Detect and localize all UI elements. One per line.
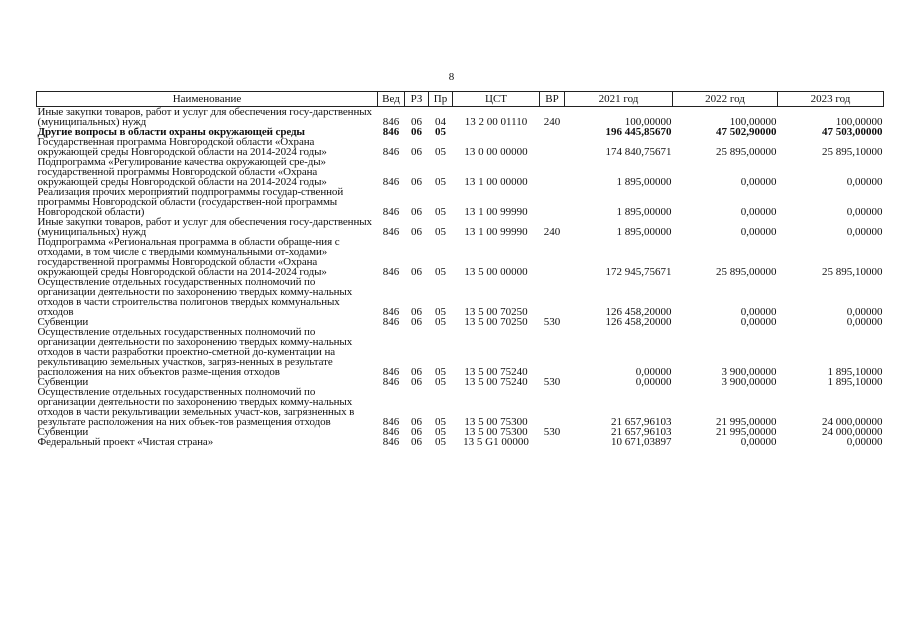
row-name-cell: Иные закупки товаров, работ и услуг для обеспечения госу-дарственных (муниципальных) нужд (37, 106, 372, 128)
vr-cell (540, 437, 565, 447)
row-name-cell: Подпрограмма «Региональная программа в области обраще-ния с отходами, в том числе с твердыми коммунальными от-ходами» государственной программы Новгородской области «Охрана окружающей среды Новгородской области на 2014-2024 годы» (37, 236, 340, 278)
amount-2023-cell: 1 895,10000 (827, 366, 883, 378)
table-row (37, 237, 884, 277)
ved-cell: 846 (382, 176, 400, 188)
amount-2023-cell: 0,00000 (846, 206, 883, 218)
table-body (37, 107, 884, 448)
amount-2021-cell: 1 895,00000 (616, 176, 672, 188)
rz-cell: 06 (411, 316, 422, 328)
amount-2021-cell: 0,00000 (635, 376, 672, 388)
ved-cell: 846 (382, 426, 400, 438)
rz-cell: 06 (411, 206, 422, 218)
cst-cell: 13 5 00 75300 (464, 416, 528, 428)
cst-cell: 13 1 00 00000 (464, 176, 528, 188)
table-row (37, 387, 884, 427)
amount-2022-cell: 0,00000 (740, 176, 777, 188)
rz-cell: 06 (411, 426, 422, 438)
pr-cell: 05 (435, 376, 446, 388)
cst-cell: 13 5 G1 00000 (463, 436, 529, 448)
amount-2023-cell: 1 895,10000 (827, 376, 883, 388)
amount-2021-cell: 196 445,85670 (605, 126, 672, 138)
cst-cell: 13 5 00 70250 (464, 306, 528, 318)
vr-cell (540, 277, 565, 317)
row-name-cell: Осуществление отдельных государственных полномочий по организации деятельности по захоронению твердых комму-нальных отходов в части рекультивации земельных участ-ков, загрязненных в результате расположения на них объек-тов размещения отходов (37, 386, 355, 428)
amount-2023-cell: 24 000,00000 (822, 416, 883, 428)
cst-cell: 13 5 00 75240 (464, 376, 528, 388)
rz-cell: 06 (411, 116, 422, 128)
amount-2023-cell: 47 503,00000 (822, 126, 883, 138)
amount-2022-cell: 47 502,90000 (716, 126, 777, 138)
table-header-row (37, 92, 884, 107)
amount-2021-cell: 126 458,20000 (605, 306, 672, 318)
amount-2023-cell: 24 000,00000 (822, 426, 883, 438)
amount-2022-cell: 0,00000 (740, 226, 777, 238)
amount-2022-cell: 25 895,00000 (716, 146, 777, 158)
pr-cell: 05 (435, 306, 446, 318)
amount-2023-cell: 0,00000 (846, 226, 883, 238)
header-pr: Пр (429, 92, 453, 107)
amount-2022-cell: 3 900,00000 (721, 366, 777, 378)
vr-cell (540, 387, 565, 427)
vr-cell: 240 (543, 226, 561, 238)
amount-2021-cell: 1 895,00000 (616, 226, 672, 238)
pr-cell: 05 (435, 226, 446, 238)
pr-cell: 05 (435, 426, 446, 438)
cst-cell: 13 5 00 75300 (464, 426, 528, 438)
ved-cell: 846 (382, 116, 400, 128)
row-name-cell: Федеральный проект «Чистая страна» (37, 436, 214, 448)
row-name-cell: Субвенции (37, 376, 89, 388)
cst-cell: 13 1 00 99990 (464, 206, 528, 218)
pr-cell: 05 (435, 126, 446, 138)
pr-cell: 05 (435, 416, 446, 428)
amount-2021-cell: 174 840,75671 (605, 146, 672, 158)
header-2022: 2022 год (673, 92, 778, 107)
row-name-cell: Осуществление отдельных государственных полномочий по организации деятельности по захоронению твердых комму-нальных отходов в части строительства полигонов твердых коммунальных отходов (37, 276, 353, 318)
header-2023: 2023 год (778, 92, 884, 107)
rz-cell: 06 (411, 376, 422, 388)
vr-cell (540, 157, 565, 187)
pr-cell: 05 (435, 366, 446, 378)
table-row (37, 137, 884, 157)
ved-cell: 846 (382, 376, 400, 388)
row-name-cell: Подпрограмма «Регулирование качества окружающей сре-ды» государственной программы Новгородской области «Охрана окружающей среды Новгородской области на 2014-2024 годы» (37, 156, 327, 188)
header-ved: Вед (378, 92, 405, 107)
row-name-cell: Субвенции (37, 426, 89, 438)
page-number: 8 (448, 71, 455, 83)
amount-2021-cell: 126 458,20000 (605, 316, 672, 328)
ved-cell: 846 (382, 316, 400, 328)
rz-cell: 06 (411, 176, 422, 188)
vr-cell (540, 127, 565, 137)
amount-2021-cell: 1 895,00000 (616, 206, 672, 218)
vr-cell (540, 187, 565, 217)
cst-cell: 13 0 00 00000 (464, 146, 528, 158)
pr-cell: 05 (435, 436, 446, 448)
table-row (37, 107, 884, 128)
row-name-cell: Другие вопросы в области охраны окружающей среды (37, 126, 305, 138)
amount-2022-cell: 21 995,00000 (716, 416, 777, 428)
table-row (37, 277, 884, 317)
vr-cell (540, 137, 565, 157)
pr-cell: 05 (435, 146, 446, 158)
vr-cell: 240 (543, 116, 561, 128)
table-row (37, 157, 884, 187)
cst-cell: 13 5 00 75240 (464, 366, 528, 378)
vr-cell: 530 (543, 376, 561, 388)
row-name-cell: Реализация прочих мероприятий подпрограммы государ-ственной программы Новгородской области (государствен-ной программы Новгородской области) (37, 186, 344, 218)
header-vr: ВР (540, 92, 565, 107)
vr-cell: 530 (543, 426, 561, 438)
vr-cell: 530 (543, 316, 561, 328)
cst-cell: 13 5 00 00000 (464, 266, 528, 278)
vr-cell (540, 237, 565, 277)
pr-cell: 05 (435, 176, 446, 188)
pr-cell: 05 (435, 206, 446, 218)
ved-cell: 846 (382, 226, 400, 238)
amount-2021-cell: 172 945,75671 (605, 266, 672, 278)
row-name-cell: Субвенции (37, 316, 89, 328)
budget-table (36, 91, 884, 447)
amount-2022-cell: 0,00000 (740, 436, 777, 448)
amount-2021-cell: 10 671,03897 (611, 436, 672, 448)
amount-2023-cell: 0,00000 (846, 436, 883, 448)
amount-2022-cell: 0,00000 (740, 206, 777, 218)
cst-cell: 13 5 00 70250 (464, 316, 528, 328)
pr-cell: 05 (435, 266, 446, 278)
ved-cell: 846 (382, 146, 400, 158)
table-row (37, 437, 884, 447)
ved-cell: 846 (382, 436, 400, 448)
amount-2023-cell: 0,00000 (846, 306, 883, 318)
table-row (37, 187, 884, 217)
amount-2022-cell: 0,00000 (740, 306, 777, 318)
amount-2023-cell: 25 895,10000 (822, 146, 883, 158)
row-name-cell: Осуществление отдельных государственных полномочий по организации деятельности по захоронению твердых комму-нальных отходов в части разработки проектно-сметной до-кументации на рекультивацию земельных участков, загряз-ненных в результате расположения на них объектов разме-щения отходов (37, 326, 353, 378)
rz-cell: 06 (411, 436, 422, 448)
rz-cell: 06 (411, 266, 422, 278)
ved-cell: 846 (382, 266, 400, 278)
table-row (37, 327, 884, 377)
header-cst: ЦСТ (453, 92, 540, 107)
ved-cell: 846 (382, 206, 400, 218)
row-name-cell: Иные закупки товаров, работ и услуг для обеспечения госу-дарственных (муниципальных) нужд (37, 216, 372, 238)
amount-2022-cell: 100,00000 (729, 116, 777, 128)
amount-2022-cell: 21 995,00000 (716, 426, 777, 438)
header-2021: 2021 год (565, 92, 673, 107)
pr-cell: 04 (435, 116, 446, 128)
rz-cell: 06 (411, 146, 422, 158)
rz-cell: 06 (411, 226, 422, 238)
ved-cell: 846 (382, 416, 400, 428)
amount-2022-cell: 0,00000 (740, 316, 777, 328)
row-name-cell: Государственная программа Новгородской области «Охрана окружающей среды Новгородской области на 2014-2024 годы» (37, 136, 327, 158)
amount-2023-cell: 25 895,10000 (822, 266, 883, 278)
cst-cell: 13 1 00 99990 (464, 226, 528, 238)
amount-2022-cell: 3 900,00000 (721, 376, 777, 388)
rz-cell: 06 (411, 416, 422, 428)
header-name: Наименование (37, 92, 378, 107)
ved-cell: 846 (382, 366, 400, 378)
amount-2021-cell: 100,00000 (624, 116, 672, 128)
amount-2023-cell: 100,00000 (835, 116, 883, 128)
header-rz: РЗ (405, 92, 429, 107)
amount-2021-cell: 21 657,96103 (611, 416, 672, 428)
table-row (37, 217, 884, 237)
rz-cell: 06 (411, 126, 422, 138)
vr-cell (540, 327, 565, 377)
amount-2022-cell: 25 895,00000 (716, 266, 777, 278)
ved-cell: 846 (382, 306, 400, 318)
rz-cell: 06 (411, 306, 422, 318)
pr-cell: 05 (435, 316, 446, 328)
amount-2023-cell: 0,00000 (846, 316, 883, 328)
amount-2023-cell: 0,00000 (846, 176, 883, 188)
amount-2021-cell: 21 657,96103 (611, 426, 672, 438)
ved-cell: 846 (382, 126, 400, 138)
cst-cell: 13 2 00 01110 (464, 116, 528, 128)
cst-cell (453, 127, 540, 137)
amount-2021-cell: 0,00000 (635, 366, 672, 378)
rz-cell: 06 (411, 366, 422, 378)
